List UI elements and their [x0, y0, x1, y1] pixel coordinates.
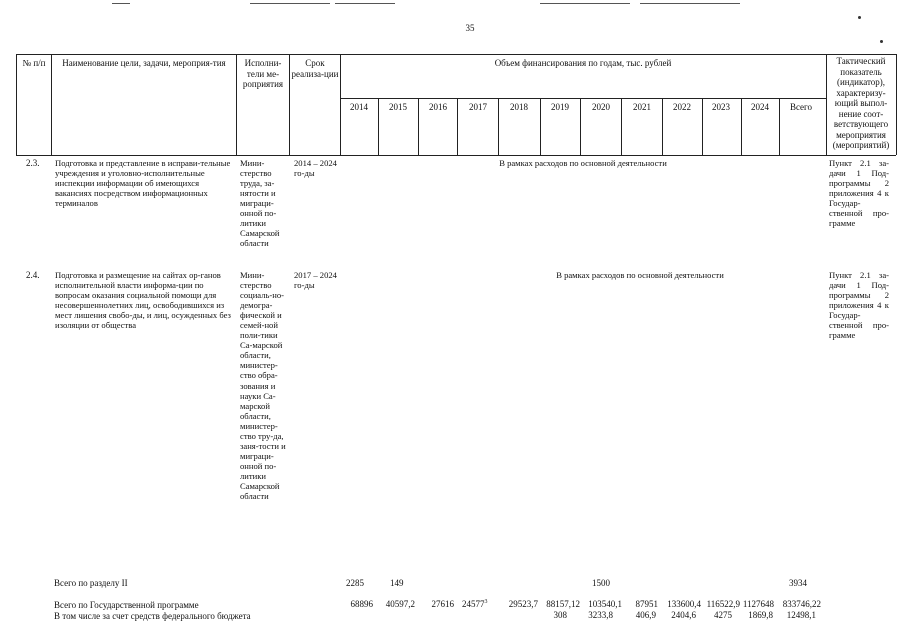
header-financing: Объем финансирования по годам, тыс. рублей — [494, 58, 672, 68]
row-indicator: Пункт 2.1 за-дачи 1 Под-программы 2 приложения 4 к Государ-ственной про-грамме — [829, 270, 889, 341]
federal-2021: 406,9 — [635, 610, 656, 620]
section-total-all: 3934 — [789, 578, 807, 588]
scan-artifact — [640, 3, 740, 4]
header-executors: Исполни-тели ме-роприятия — [242, 58, 284, 90]
program-total-label: Всего по Государственной программе — [54, 600, 199, 610]
program-total-2017 — [462, 599, 488, 610]
row-number: 2.4. — [26, 270, 40, 280]
section-total-2015: 149 — [390, 578, 404, 588]
program-total-2016: 27616 — [431, 599, 454, 609]
row-financing: В рамках расходов по основной деятельности — [499, 158, 667, 168]
program-total-2018: 29523,7 — [508, 599, 538, 609]
program-total-2023: 116522,9 — [706, 599, 740, 609]
row-executor: Мини-стерство социаль-но-демогра-фической и семей-ной поли-тики Са-марской области, министер-ство обра-зования и науки Са-марской области, министер-ство тру-да, заня-тости и миграци-онной по-литики Самарской области — [240, 270, 286, 502]
program-total-2014: 68896 — [350, 599, 373, 609]
year-header: 2021 — [633, 102, 651, 112]
scan-dot — [880, 40, 883, 43]
federal-2023: 4275 — [714, 610, 732, 620]
header-num: № п/п — [22, 58, 46, 68]
section-total-2014: 2285 — [346, 578, 364, 588]
row-term: 2014 – 2024 го-ды — [294, 158, 337, 179]
scan-dot — [858, 16, 861, 19]
scan-artifact — [335, 3, 395, 4]
footnote-mark: 3 — [484, 599, 488, 605]
header-name: Наименование цели, задачи, мероприя-тия — [62, 58, 226, 68]
row-number: 2.3. — [26, 158, 40, 168]
program-total-2022: 133600,4 — [667, 599, 701, 609]
row-term: 2017 – 2024 го-ды — [294, 270, 337, 291]
year-header: 2014 — [350, 102, 368, 112]
year-header: 2019 — [551, 102, 569, 112]
program-total-2020: 103540,1 — [588, 599, 622, 609]
header-term: Срок реализа-ции — [291, 58, 339, 79]
year-header: 2024 — [751, 102, 769, 112]
federal-2019: 308 — [553, 610, 567, 620]
year-header: 2017 — [469, 102, 487, 112]
program-total-all: 833746,22 — [782, 599, 821, 609]
federal-2024: 1869,8 — [748, 610, 773, 620]
program-total-2015: 40597,2 — [385, 599, 415, 609]
federal-total: 12498,1 — [786, 610, 816, 620]
federal-label: В том числе за счет средств федерального бюджета — [54, 611, 251, 621]
year-header: 2023 — [712, 102, 730, 112]
scan-artifact — [540, 3, 630, 4]
scan-artifact — [112, 3, 130, 4]
page-number: 35 — [465, 23, 475, 33]
program-total-2021: 87951 — [635, 599, 658, 609]
year-header: 2020 — [592, 102, 610, 112]
row-indicator: Пункт 2.1 за-дачи 1 Под-программы 2 приложения 4 к Государ-ственной про-грамме — [829, 158, 889, 229]
row-name: Подготовка и представление в исправи-тельные учреждения и уголовно-исполнительные инспекции информации об имеющихся вакансиях посредством информационных терминалов — [55, 158, 231, 209]
program-total-2019: 88157,12 — [546, 599, 580, 609]
year-header: Всего — [789, 102, 813, 112]
year-header: 2015 — [389, 102, 407, 112]
year-header: 2022 — [673, 102, 691, 112]
header-indicator: Тактический показатель (индикатор), характеризу-ющий выпол-нение соот-ветствующего мероприятия (мероприятий) — [832, 56, 890, 151]
row-name: Подготовка и размещение на сайтах ор-ганов исполнительной власти информа-ции по вопросам оказания социальной помощи для несовершеннолетних лиц, освободившихся из мест лишения свобо-ды, и лиц, осужденных без изоляции от общества — [55, 270, 231, 331]
row-financing: В рамках расходов по основной деятельности — [556, 270, 724, 280]
federal-2020: 3233,8 — [588, 610, 613, 620]
program-total-2024: 1127648 — [742, 599, 774, 609]
federal-2022: 2404,6 — [671, 610, 696, 620]
scan-artifact — [250, 3, 330, 4]
section-total-label: Всего по разделу II — [54, 578, 128, 588]
year-header: 2018 — [510, 102, 528, 112]
program-total-2017-value: 24577 — [462, 599, 485, 609]
section-total-2020: 1500 — [592, 578, 610, 588]
row-executor: Мини-стерство труда, за-нятости и миграци-онной по-литики Самарской области — [240, 158, 280, 249]
year-header: 2016 — [429, 102, 447, 112]
